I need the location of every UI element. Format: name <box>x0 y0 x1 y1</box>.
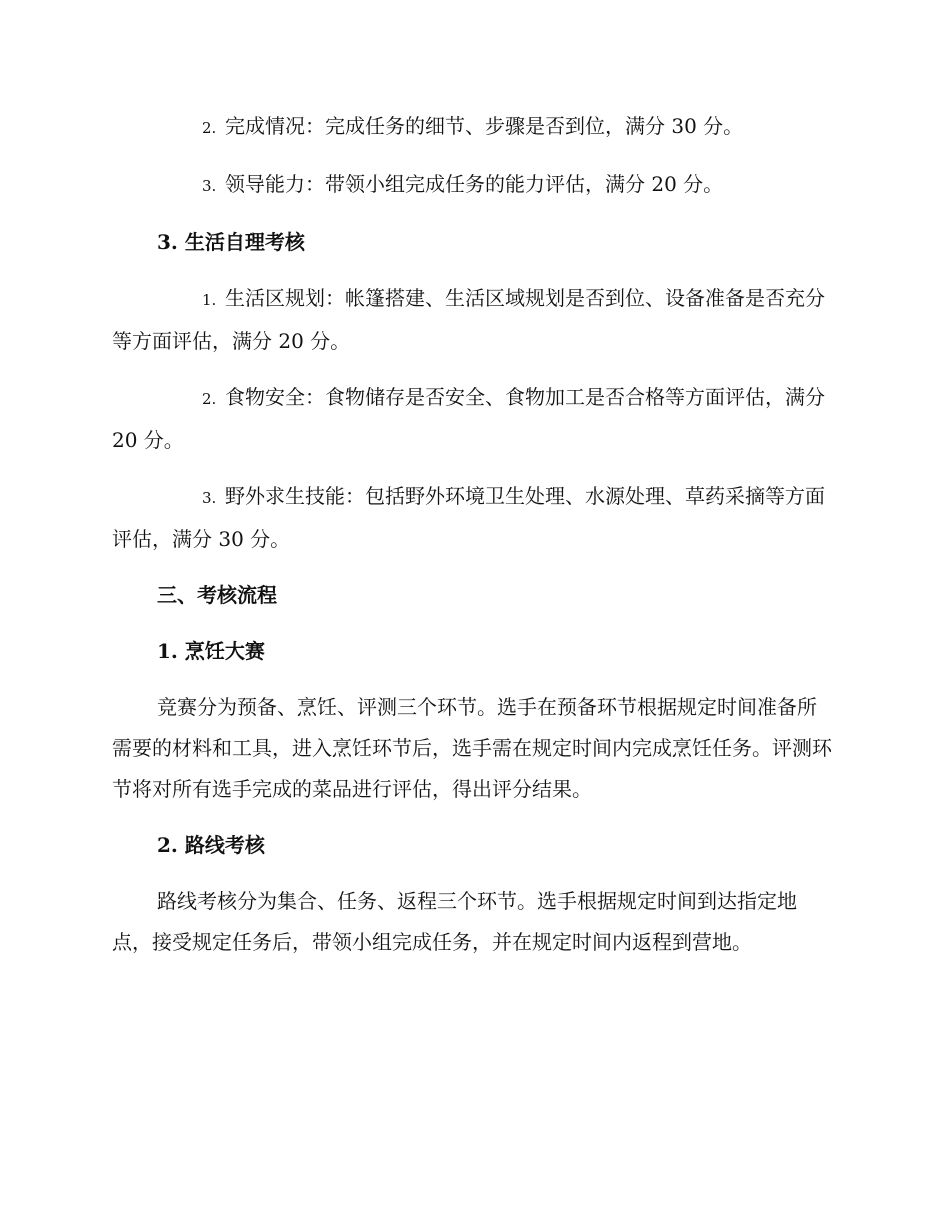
paragraph-route: 路线考核分为集合、任务、返程三个环节。选手根据规定时间到达指定地点，接受规定任务后，带领小组完成任务，并在规定时间内返程到营地。 <box>112 889 797 954</box>
list-item <box>112 164 832 207</box>
list-item-number: 3. <box>202 177 217 195</box>
paragraph-cooking: 竞赛分为预备、烹饪、评测三个环节。选手在预备环节根据规定时间准备所需要的材料和工具，进入烹饪环节后，选手需在规定时间内完成烹饪任务。评测环节将对所有选手完成的菜品进行评估，得出评分结果。 <box>112 695 832 801</box>
section-heading-life: 3. 生活自理考核 <box>157 230 305 254</box>
list-item <box>112 278 832 362</box>
subsection-heading-cooking: 1. 烹饪大赛 <box>157 639 265 663</box>
list-item-text: 食物安全：食物储存是否安全、食物加工是否合格等方面评估，满分 20 分。 <box>112 385 825 452</box>
list-item-number: 1. <box>202 291 217 309</box>
list-item <box>112 476 832 560</box>
list-item-number: 3. <box>202 489 217 507</box>
list-item <box>112 106 832 149</box>
list-item-text: 完成情况：完成任务的细节、步骤是否到位，满分 30 分。 <box>225 114 744 138</box>
list-item <box>112 377 832 461</box>
list-item-text: 野外求生技能：包括野外环境卫生处理、水源处理、草药采摘等方面评估，满分 30 分。 <box>112 484 825 551</box>
list-item-number: 2. <box>202 119 217 137</box>
list-item-text: 领导能力：带领小组完成任务的能力评估，满分 20 分。 <box>225 172 724 196</box>
list-item-text: 生活区规划：帐篷搭建、生活区域规划是否到位、设备准备是否充分等方面评估，满分 20 分。 <box>112 286 825 353</box>
document-body <box>112 106 832 978</box>
section-heading-process: 三、考核流程 <box>157 583 277 607</box>
subsection-heading-route: 2. 路线考核 <box>157 833 265 857</box>
list-item-number: 2. <box>202 390 217 408</box>
